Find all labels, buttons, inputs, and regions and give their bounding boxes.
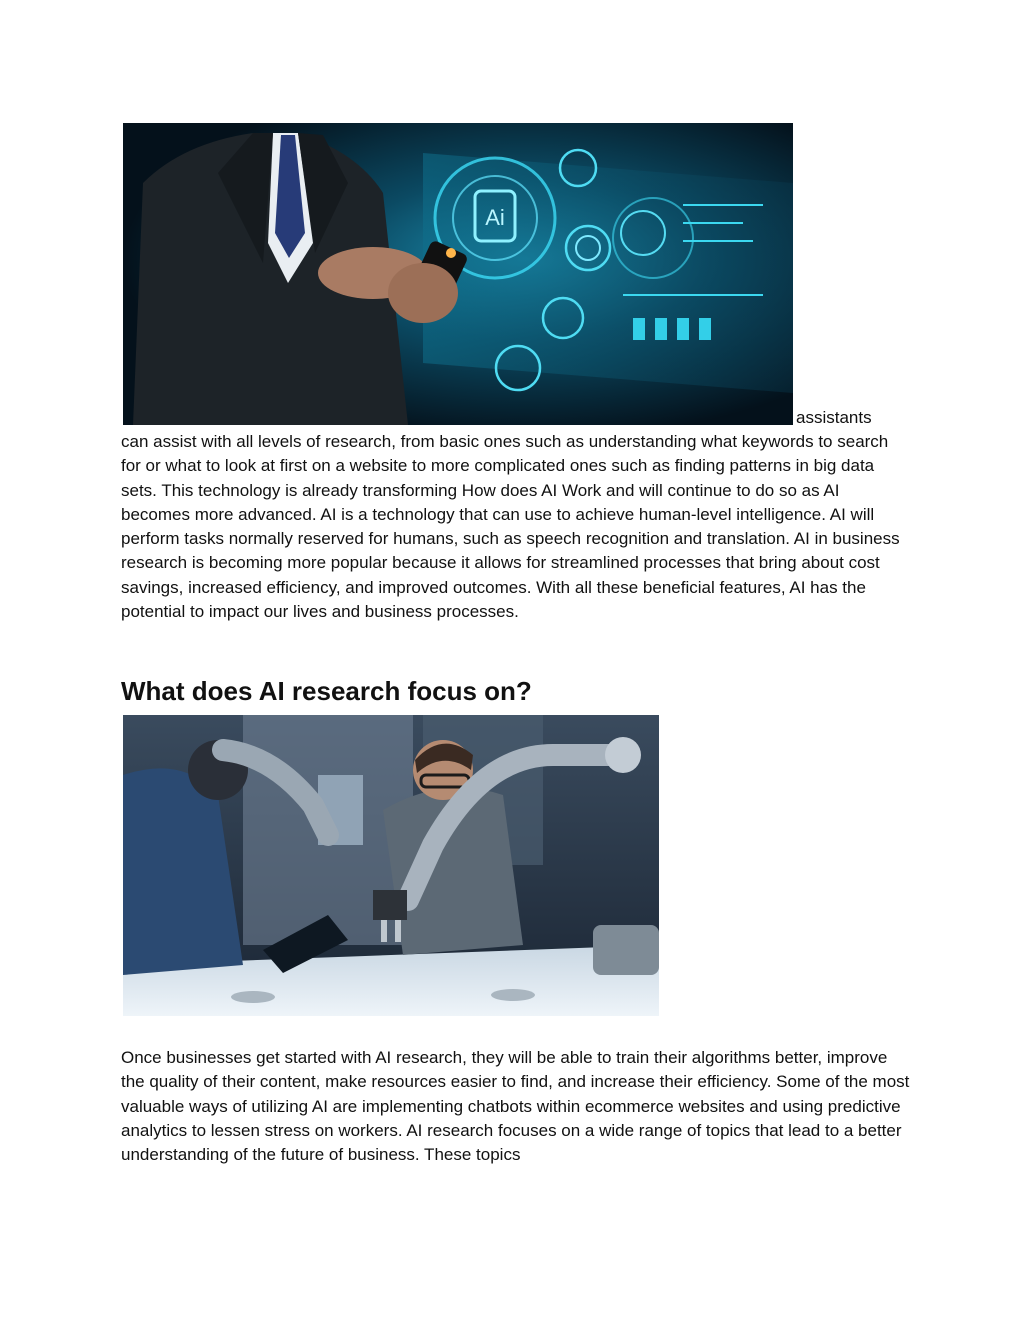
body-paragraph-1: can assist with all levels of research, from basic ones such as understanding what keywords to search for or what to look at first on a website to more complicated ones such as finding patterns in big data sets. This technology is already transforming How does AI Work and will continue to do so as AI becomes more advanced. AI is a technology that can use to achieve human-level intelligence. AI will perform tasks normally reserved for humans, such as speech recognition and translation. AI in business research is becoming more popular because it allows for streamlined processes that bring about cost savings, increased efficiency, and improved outcomes. With all these beneficial features, AI has the potential to impact our lives and business processes. (121, 432, 900, 622)
inline-assistants-word: assistants (796, 408, 872, 427)
ai-hologram-businessman-image (123, 123, 793, 425)
robotic-arm-engineers-image (123, 715, 659, 1016)
body-paragraph-2: Once businesses get started with AI research, they will be able to train their algorithms better, improve the quality of their content, make resources easier to find, and increase their efficiency. Some of the most valuable ways of utilizing AI are implementing chatbots within ecommerce websites and using predictive analytics to lessen stress on workers. AI research focuses on a wide range of topics that lead to a better understanding of the future of business. These topics (121, 1048, 910, 1165)
ai-chip-label: Ai (485, 205, 505, 230)
section-heading: What does AI research focus on? (121, 676, 532, 706)
